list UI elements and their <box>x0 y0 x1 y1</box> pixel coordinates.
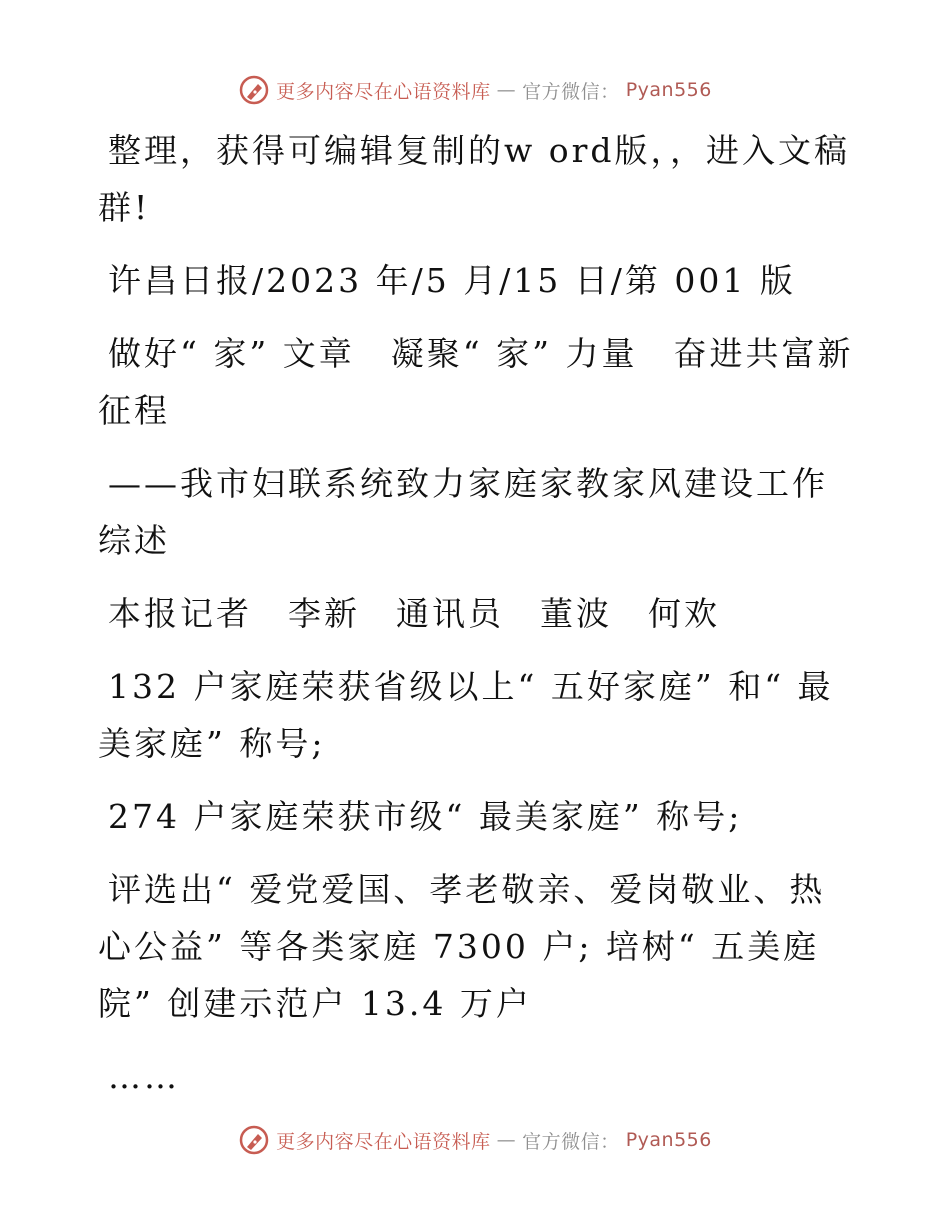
watermark-text: 更多内容尽在心语资料库 <box>276 80 491 103</box>
watermark-label: 官方微信： <box>522 1130 620 1153</box>
footer-watermark <box>0 1120 950 1160</box>
source-line: 许昌日报/2023 年/5 月/15 日/第 001 版 <box>108 261 796 300</box>
header-watermark <box>0 70 950 110</box>
highlight-paragraph-3: 评选出“ 爱党爱国、孝老敬亲、爱岗敬业、热心公益” 等各类家庭 7300 户; 培树“ 五美庭院” 创建示范户 13.4 万户 <box>98 870 826 1023</box>
subheadline: ——我市妇联系统致力家庭家教家风建设工作综述 <box>98 464 828 560</box>
watermark-label: 官方微信： <box>522 80 620 103</box>
pen-nib-circle-icon <box>238 74 270 106</box>
ellipsis: …… <box>108 1057 180 1096</box>
intro-paragraph: 整理，获得可编辑复制的w ord版，，进入文稿群! <box>98 131 851 227</box>
byline: 本报记者 李新 通讯员 董波 何欢 <box>108 594 720 633</box>
pen-nib-circle-icon <box>238 1124 270 1156</box>
highlight-paragraph-2: 274 户家庭荣获市级“ 最美家庭” 称号; <box>108 797 743 836</box>
watermark-wechat-id: Pyan556 <box>625 1129 712 1151</box>
watermark-separator: — <box>496 1129 517 1151</box>
watermark-separator: — <box>496 79 517 101</box>
watermark-wechat-id: Pyan556 <box>625 79 712 101</box>
watermark-text: 更多内容尽在心语资料库 <box>276 1130 491 1153</box>
highlight-paragraph-1: 132 户家庭荣获省级以上“ 五好家庭” 和“ 最美家庭” 称号; <box>98 667 834 763</box>
document-body <box>98 122 858 1121</box>
headline: 做好“ 家” 文章 凝聚“ 家” 力量 奋进共富新征程 <box>98 334 854 430</box>
